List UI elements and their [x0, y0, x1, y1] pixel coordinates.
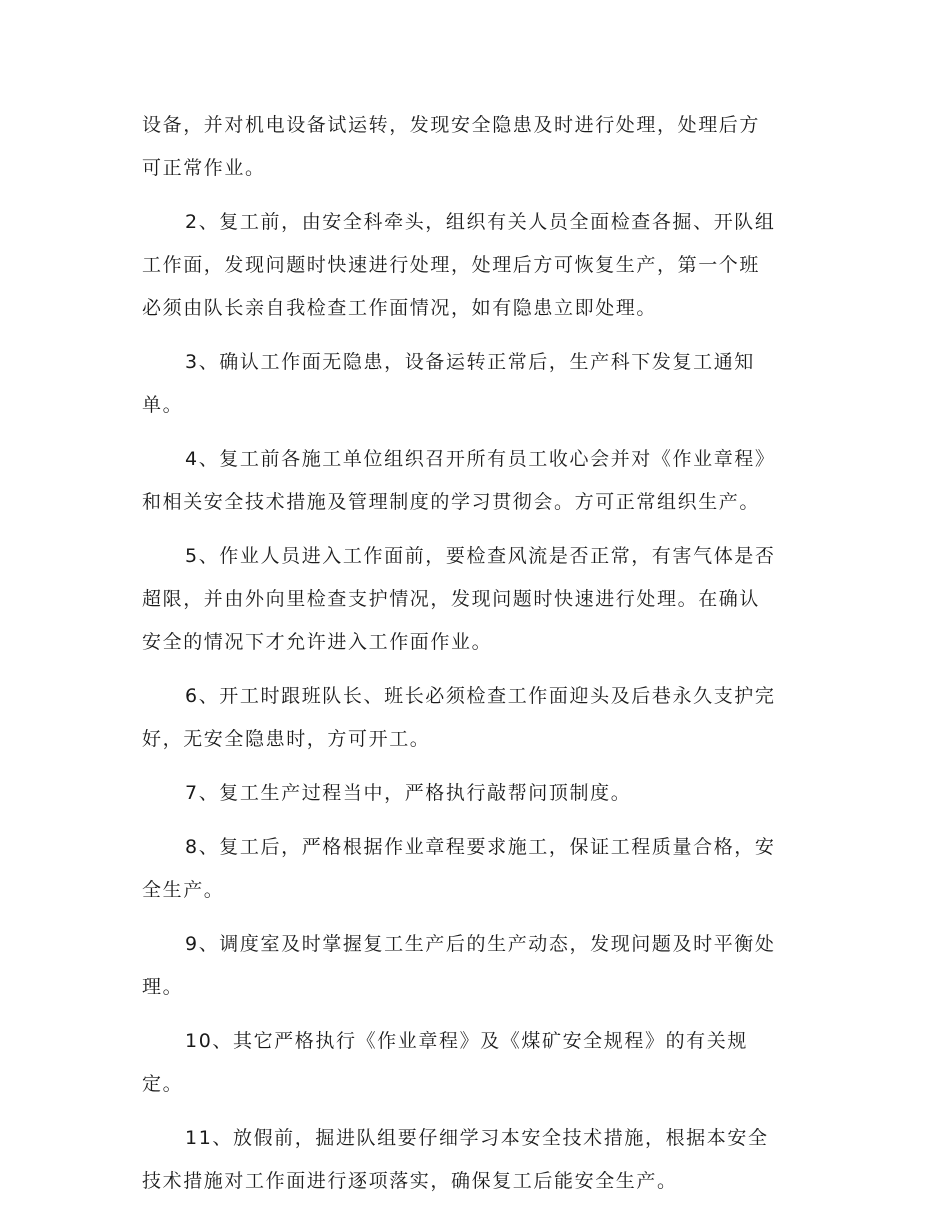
paragraph-line: 和相关安全技术措施及管理制度的学习贯彻会。方可正常组织生产。	[142, 491, 761, 513]
paragraph-line: 9、调度室及时掌握复工生产后的生产动态，发现问题及时平衡处	[185, 933, 776, 955]
paragraph-line: 8、复工后，严格根据作业章程要求施工，保证工程质量合格，安	[185, 836, 776, 858]
paragraph-item-9	[142, 923, 812, 1009]
paragraph-line: 7、复工生产过程当中，严格执行敲帮问顶制度。	[185, 782, 632, 804]
paragraph-line: 技术措施对工作面进行逐项落实，确保复工后能安全生产。	[142, 1170, 678, 1192]
paragraph-line: 超限，并由外向里检查支护情况，发现问题时快速进行处理。在确认	[142, 588, 761, 610]
paragraph-line: 理。	[142, 976, 184, 998]
document-body	[142, 104, 812, 1204]
paragraph-line: 2、复工前，由安全科牵头，组织有关人员全面检查各掘、开队组	[185, 211, 776, 233]
paragraph-line: 必须由队长亲自我检查工作面情况，如有隐患立即处理。	[142, 297, 658, 319]
paragraph-line: 11、放假前，掘进队组要仔细学习本安全技术措施，根据本安全	[185, 1127, 769, 1149]
paragraph-item-5	[142, 535, 812, 664]
paragraph-line: 全生产。	[142, 879, 225, 901]
paragraph-line: 好，无安全隐患时，方可开工。	[142, 728, 431, 750]
paragraph-line: 4、复工前各施工单位组织召开所有员工收心会并对《作业章程》	[185, 448, 776, 470]
paragraph-line: 定。	[142, 1073, 184, 1095]
paragraph-item-4	[142, 438, 812, 524]
paragraph-item-8	[142, 826, 812, 912]
paragraph-continuation	[142, 104, 812, 190]
paragraph-line: 设备，并对机电设备试运转，发现安全隐患及时进行处理，处理后方	[142, 114, 761, 136]
paragraph-item-7	[142, 772, 812, 815]
paragraph-line: 6、开工时跟班队长、班长必须检查工作面迎头及后巷永久支护完	[185, 685, 776, 707]
paragraph-line: 5、作业人员进入工作面前，要检查风流是否正常，有害气体是否	[185, 545, 776, 567]
paragraph-line: 10、其它严格执行《作业章程》及《煤矿安全规程》的有关规	[185, 1030, 748, 1052]
paragraph-line: 工作面，发现问题时快速进行处理，处理后方可恢复生产，第一个班	[142, 254, 761, 276]
paragraph-line: 可正常作业。	[142, 157, 266, 179]
paragraph-item-6	[142, 675, 812, 761]
paragraph-item-3	[142, 341, 812, 427]
paragraph-item-11	[142, 1117, 812, 1203]
paragraph-item-2	[142, 201, 812, 330]
paragraph-line: 3、确认工作面无隐患，设备运转正常后，生产科下发复工通知	[185, 351, 755, 373]
paragraph-item-10	[142, 1020, 812, 1106]
paragraph-line: 安全的情况下才允许进入工作面作业。	[142, 631, 493, 653]
paragraph-line: 单。	[142, 394, 184, 416]
